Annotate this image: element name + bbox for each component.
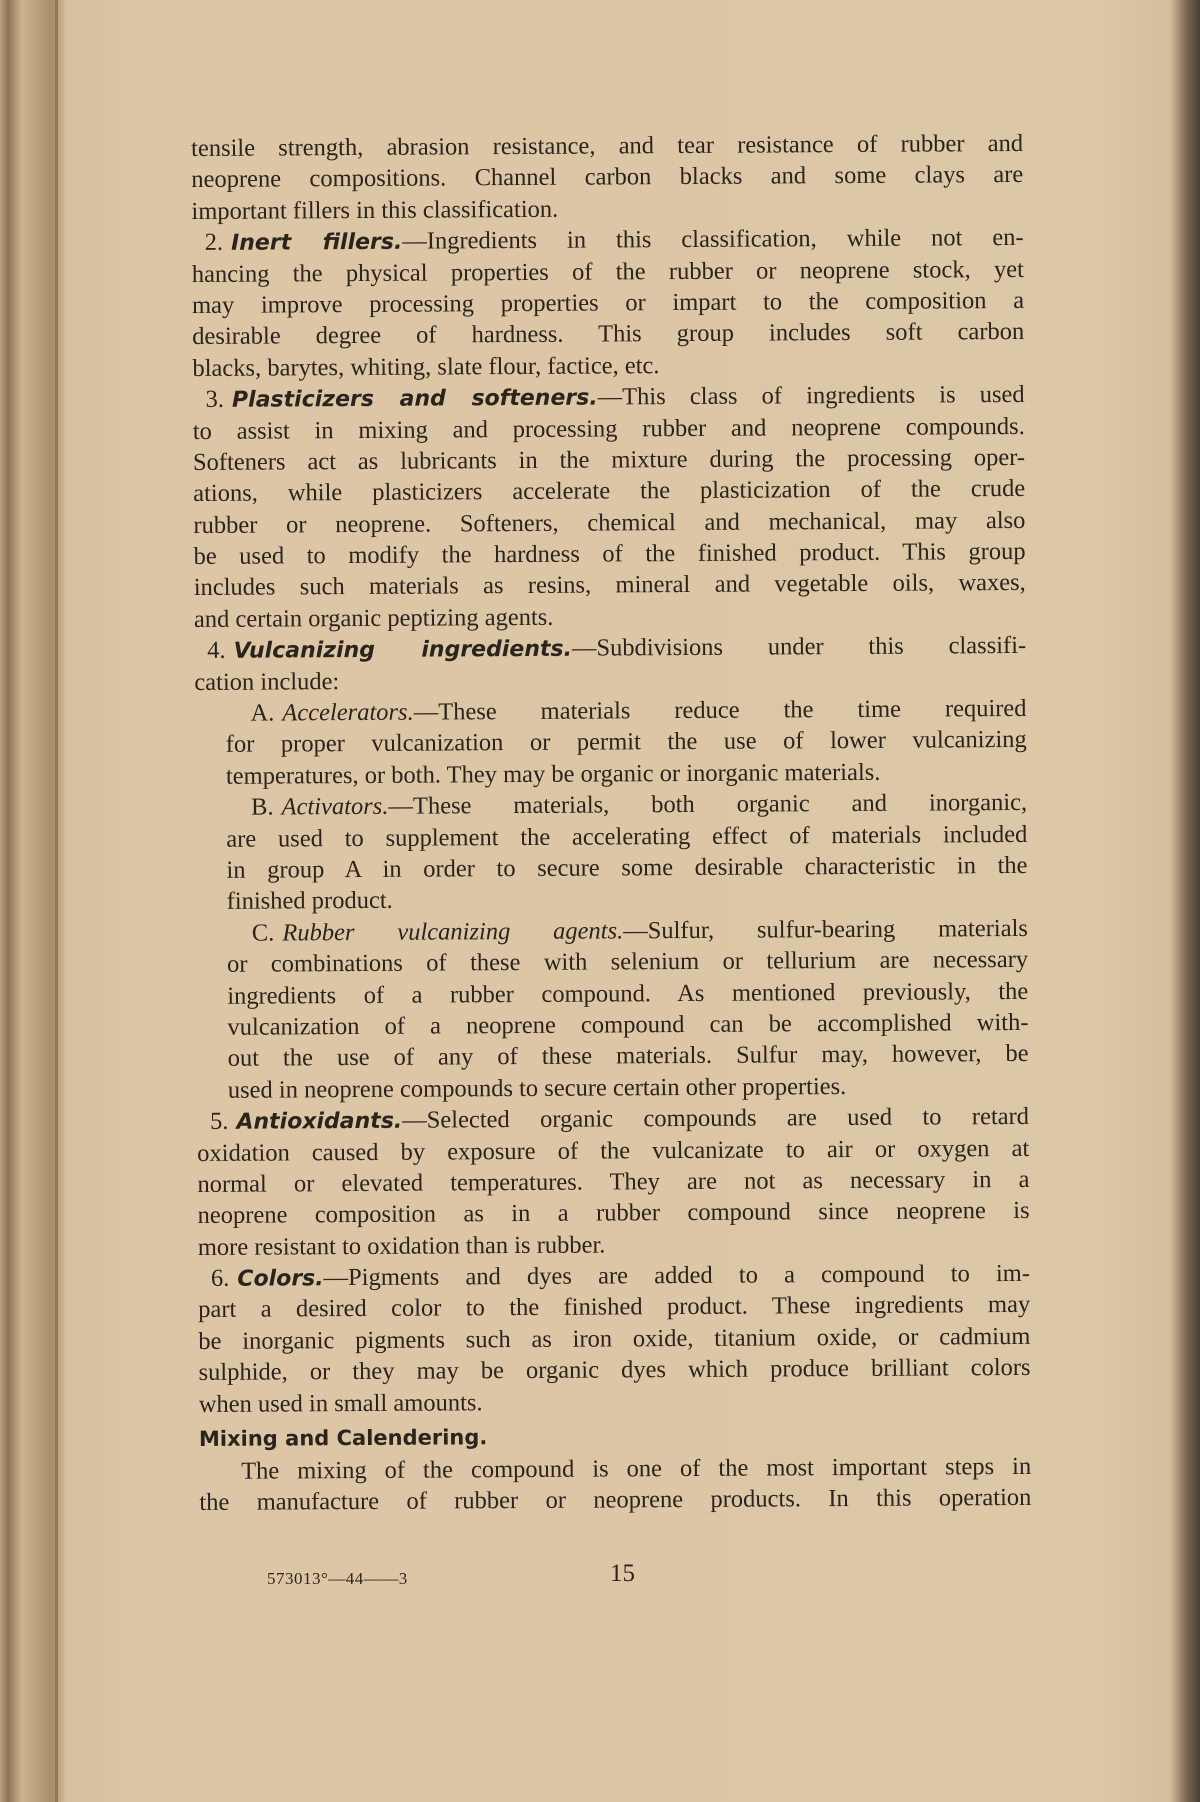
page-number: 15	[610, 1560, 635, 1587]
text-line: desirable degree of hardness. This group includes soft carbon	[192, 318, 1025, 351]
text-line: be used to modify the hardness of the finished product. This group	[193, 537, 1026, 571]
subsection	[196, 913, 1029, 1106]
text-line: sulphide, or they may be organic dyes which produce brilliant colors	[198, 1354, 1031, 1387]
subsection	[195, 787, 1028, 918]
item-text: —Subdivisions under this classifi-	[571, 632, 1027, 662]
text-line	[198, 1258, 1030, 1294]
text-line: temperatures, or both. They may be organic or inorganic materials.	[225, 758, 881, 790]
text-line: used in neoprene compounds to secure certain other properties.	[227, 1072, 847, 1104]
item-text: —These materials reduce the time required	[413, 694, 1027, 726]
item-heading: Plasticizers and softeners.	[231, 385, 598, 413]
item-text: —Sulfur, sulfur-bearing materials	[623, 914, 1028, 945]
text-line: part a desired color to the finished product. These ingredients may	[198, 1291, 1031, 1324]
paragraph	[191, 128, 1024, 227]
text-line	[194, 630, 1026, 666]
item-number: A.	[250, 699, 275, 727]
text-line: blacks, barytes, whiting, slate flour, factice, etc.	[192, 351, 660, 382]
text-line: oxidation caused by exposure of the vulcanizate to air or oxygen at	[197, 1134, 1030, 1167]
text-line: important fillers in this classification.	[191, 195, 559, 225]
paragraph	[199, 1451, 1031, 1519]
text-line	[192, 222, 1024, 258]
item-heading: Vulcanizing ingredients.	[233, 636, 572, 664]
text-line: when used in small amounts.	[198, 1388, 483, 1418]
text-line: be inorganic pigments such as iron oxide, titanium oxide, or cadmium	[198, 1322, 1031, 1355]
paragraph	[192, 222, 1025, 384]
item-heading: Antioxidants.	[236, 1108, 403, 1135]
text-line: normal or elevated temperatures. They are not as necessary in a	[197, 1165, 1030, 1198]
text-line: The mixing of the compound is one of the most important steps in	[241, 1452, 1032, 1485]
print-code: 573013°—44——3	[267, 1569, 408, 1588]
book-spine-edge	[55, 0, 58, 1802]
text-line: out the use of any of these materials. Sulfur may, however, be	[227, 1040, 1029, 1073]
text-line: or combinations of these with selenium or tellurium are necessary	[226, 946, 1029, 978]
item-heading: Colors.	[237, 1266, 324, 1292]
item-heading: Activators.	[281, 793, 389, 821]
text-line	[193, 379, 1025, 415]
text-line: hancing the physical properties of the rubber or neoprene stock, yet	[191, 255, 1024, 288]
text-line: neoprene composition as in a rubber compound since neoprene is	[197, 1197, 1030, 1230]
item-heading: Rubber vulcanizing agents.	[282, 917, 624, 947]
text-line: the manufacture of rubber or neoprene products. In this operation	[199, 1484, 1032, 1517]
paragraph	[197, 1101, 1030, 1263]
text-line: and certain organic peptizing agents.	[193, 603, 554, 633]
item-number: 6.	[210, 1264, 230, 1292]
text-line: tensile strength, abrasion resistance, and tear resistance of rubber and	[191, 129, 1024, 162]
item-number: B.	[251, 793, 274, 821]
item-number: 5.	[209, 1107, 229, 1136]
text-line: rubber or neoprene. Softeners, chemical and mechanical, may also	[193, 506, 1026, 539]
text-line: includes such materials as resins, mineral and vegetable oils, waxes,	[193, 569, 1026, 602]
item-text: —Pigments and dyes are added to a compound to im-	[323, 1259, 1031, 1292]
text-line: ations, while plasticizers accelerate the plasticization of the crude	[193, 475, 1026, 508]
text-line	[225, 693, 1026, 729]
item-text: —This class of ingredients is used	[597, 381, 1025, 411]
item-number: C.	[251, 919, 275, 947]
text-line: in group A in order to secure some desirable characteristic in the	[226, 851, 1028, 884]
text-line: vulcanization of a neoprene compound can be accomplished with-	[227, 1008, 1029, 1041]
text-line: may improve processing properties or impart to the composition a	[191, 286, 1025, 319]
text-line: neoprene compositions. Channel carbon blacks and some clays are	[191, 161, 1024, 194]
item-text: —These materials, both organic and inorganic,	[388, 789, 1028, 821]
item-number: 4.	[207, 637, 226, 665]
item-number: 3.	[205, 385, 225, 414]
text-line	[227, 913, 1028, 949]
text-line: ingredients of a rubber compound. As mentioned previously, the	[227, 977, 1029, 1010]
paragraph	[193, 379, 1027, 635]
item-text: —Selected organic compounds are used to retard	[402, 1103, 1030, 1134]
subsection	[194, 693, 1027, 792]
item-heading: Accelerators.	[282, 698, 414, 727]
item-heading: Inert fillers.	[230, 229, 403, 256]
text-line: are used to supplement the accelerating effect of materials included	[226, 820, 1028, 853]
text-line: for proper vulcanization or permit the use of lower vulcanizing	[225, 726, 1027, 759]
text-line: cation include:	[194, 667, 340, 696]
paragraph	[198, 1258, 1031, 1420]
text-line: finished product.	[226, 887, 393, 916]
item-number: 2.	[204, 228, 224, 257]
text-line	[197, 1101, 1029, 1137]
text-line	[226, 787, 1027, 823]
text-line: to assist in mixing and processing rubber and neoprene compounds.	[192, 412, 1025, 445]
item-text: —Ingredients in this classification, while not en-	[402, 224, 1024, 255]
text-line: more resistant to oxidation than is rubber.	[197, 1231, 606, 1261]
text-line: Softeners act as lubricants in the mixture during the processing oper-	[192, 443, 1026, 476]
section-heading: Mixing and Calendering.	[198, 1425, 488, 1451]
page-body	[191, 128, 1031, 1519]
paragraph	[194, 630, 1026, 698]
